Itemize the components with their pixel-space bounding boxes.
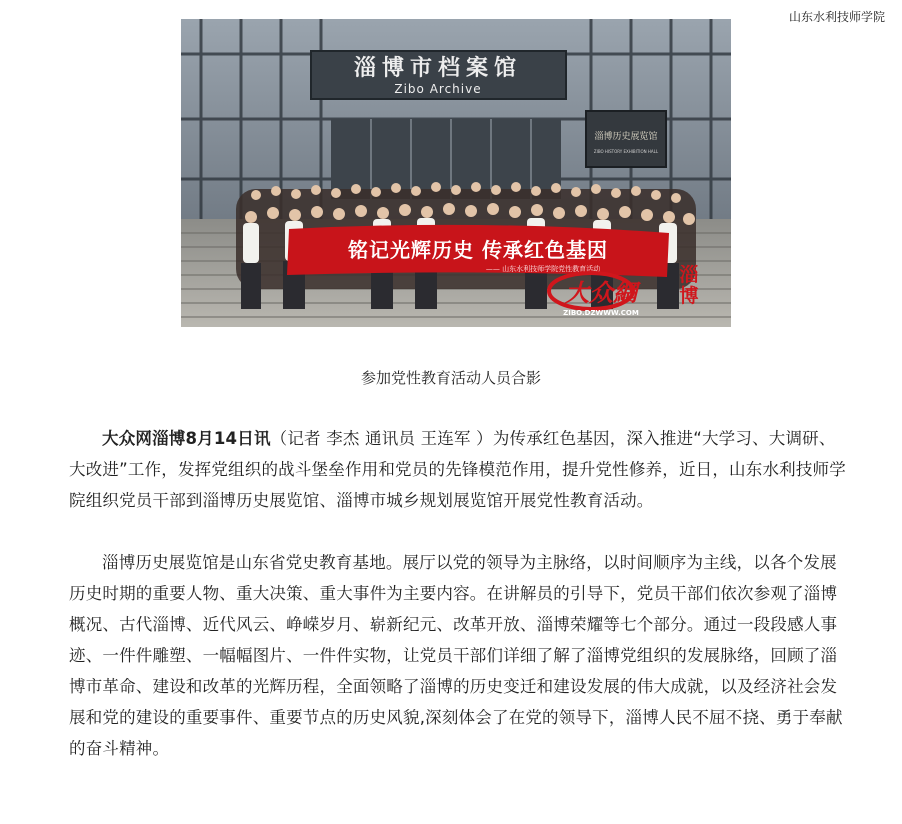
article-paragraph-1-text: （记者 李杰 通讯员 王连军 ）为传承红色基因，深入推进“大学习、大调研、大改进”工作，发挥党组织的战斗堡垒作用和党员的先锋模范作用，提升党性修养，近日，山东水利技师学院组织党员干部到淄博历史展览馆、淄博市城乡规划展览馆开展党性教育活动。 bbox=[69, 429, 846, 510]
article-body bbox=[69, 423, 846, 764]
watermark-url: ZIBO.DZWWW.COM bbox=[563, 309, 639, 317]
archive-sign-cn: 淄博市档案馆 bbox=[353, 56, 523, 81]
banner-sub-text: —— 山东水利技师学院党性教育活动 bbox=[485, 265, 601, 273]
watermark-city: 淄博 bbox=[679, 264, 699, 307]
article-lead: 大众网淄博8月14日讯 bbox=[102, 429, 271, 448]
banner-main-text: 铭记光辉历史 传承红色基因 bbox=[348, 238, 608, 262]
group-photo bbox=[181, 19, 731, 327]
archive-sign-en: Zibo Archive bbox=[394, 82, 482, 96]
article-paragraph-1 bbox=[69, 423, 846, 516]
watermark-logo-text: 大众網 bbox=[565, 278, 637, 307]
article-paragraph-2: 淄博历史展览馆是山东省党史教育基地。展厅以党的领导为主脉络，以时间顺序为主线，以各个发展历史时期的重要人物、重大决策、重大事件为主要内容。在讲解员的引导下，党员干部们依次参观了淄博概况、古代淄博、近代风云、峥嵘岁月、崭新纪元、改革开放、淄博荣耀等七个部分。通过一段段感人事迹、一件件雕塑、一幅幅图片、一件件实物，让党员干部们详细了解了淄博党组织的发展脉络，回顾了淄博市革命、建设和改革的光辉历程，全面领略了淄博的历史变迁和建设发展的伟大成就，以及经济社会发展和党的建设的重要事件、重要节点的历史风貌,深刻体会了在党的领导下，淄博人民不屈不挠、勇于奉献的奋斗精神。 bbox=[69, 553, 843, 758]
hall-sign-en: ZIBO HISTORY EXHIBITION HALL bbox=[593, 149, 659, 154]
school-name-tag: 山东水利技师学院 bbox=[788, 10, 885, 24]
hall-sign-cn: 淄博历史展览馆 bbox=[594, 132, 658, 142]
photo-caption: 参加党性教育活动人员合影 bbox=[360, 369, 541, 387]
